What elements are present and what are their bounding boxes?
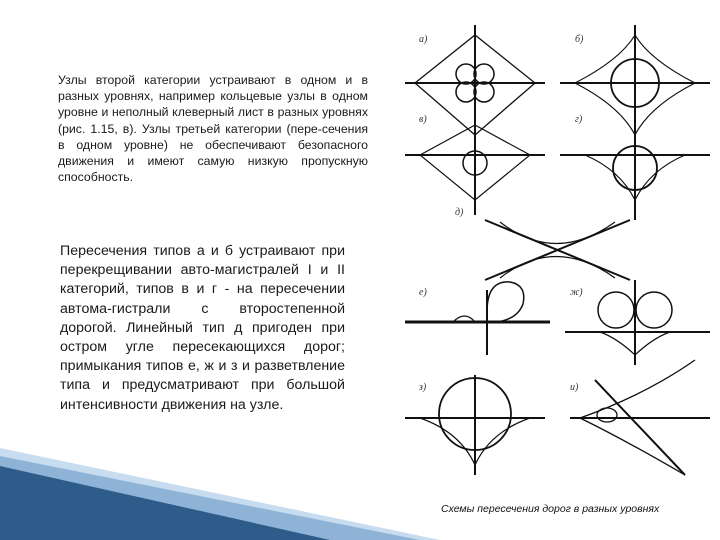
label-b: б) (575, 34, 584, 45)
label-e: е) (419, 287, 427, 298)
diagram-g (560, 130, 710, 220)
diagram-zh (565, 280, 710, 365)
label-i: и) (570, 382, 579, 393)
diagram-d-linear (485, 220, 630, 280)
diagram-v (405, 115, 545, 215)
decorative-stripe (0, 430, 440, 540)
label-a: а) (419, 34, 428, 45)
label-z: з) (419, 382, 427, 393)
figure-labels (418, 34, 584, 393)
diagram-i (570, 360, 710, 475)
interchange-diagrams (395, 20, 715, 490)
paragraph-second-category: Узлы второй категории устраивают в одном и в разных уровнях, например кольцевые узлы в одном уровне и неполный клеверный лист в разных уровнях (рис. 1.15, в). Узлы третьей категории (пере-сечения в одном уровне) не обеспечивают безопасного движения и имеют самую низкую пропускную способность. (58, 73, 368, 185)
label-g: г) (575, 114, 583, 125)
label-d: д) (455, 207, 464, 218)
paragraph-intersection-types: Пересечения типов а и б устраивают при перекрещивании авто-магистралей I и II категорий, типов в и г - на пересечении автома-гистрали с второстепенной дорогой. Линейный тип д пригоден при остром угле пересекающихся дорог; примыкания типов е, ж и з и разветвление типа и предусматривают при большой интенсивности движения на узле. (60, 243, 345, 413)
label-zh: ж) (570, 287, 583, 298)
label-v: в) (419, 114, 427, 125)
figure-caption: Схемы пересечения дорог в разных уровнях (441, 503, 660, 515)
